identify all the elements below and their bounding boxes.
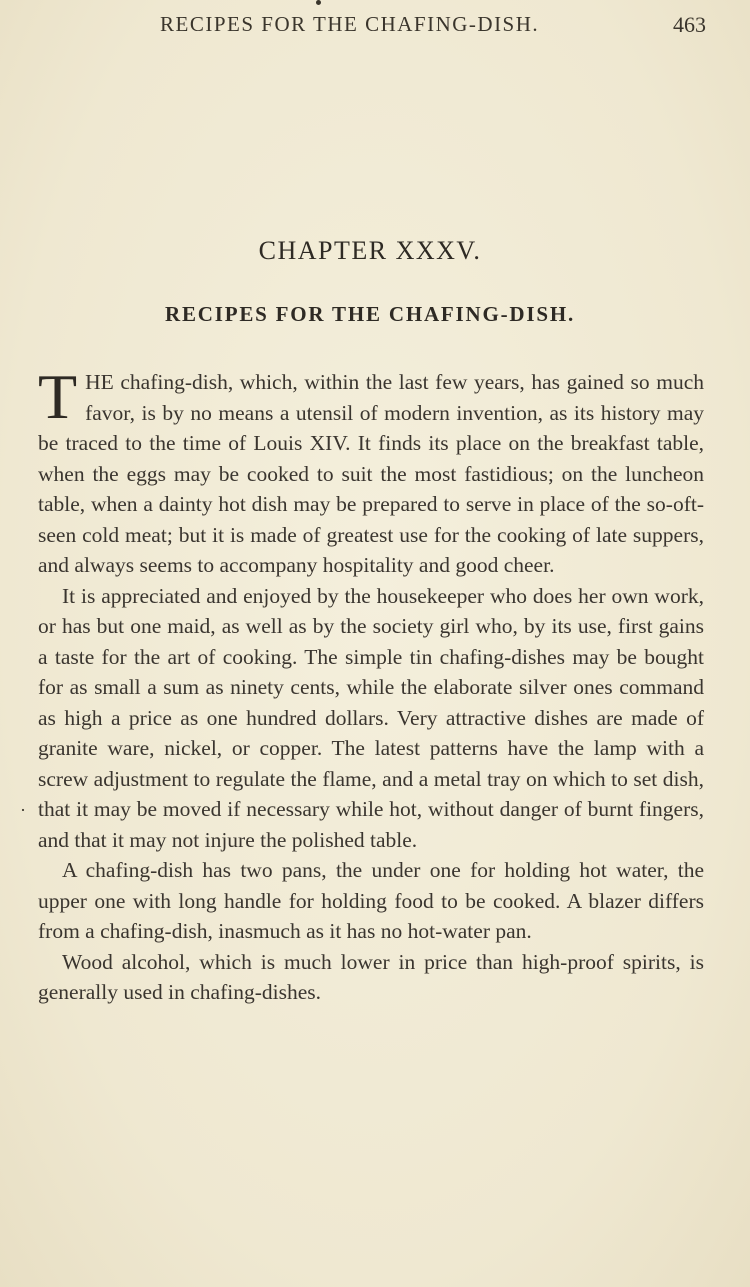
margin-mark: · [20,800,26,820]
drop-cap-letter: T [38,361,78,432]
chapter-number: CHAPTER XXXV. [258,236,482,265]
paragraph-4: Wood alcohol, which is much lower in price than high-proof spirits, is generally used in chafing-dishes. [38,949,704,1004]
page-number: 463 [673,12,706,37]
body-text [38,361,704,1008]
paragraph-3: A chafing-dish has two pans, the under one for holding hot water, the upper one with long handle for holding food to be cooked. A blazer differs from a chafing-dish, inasmuch as it has no hot-water pan. [38,858,704,943]
paragraph-1-text: HE chafing-dish, which, within the last few years, has gained so much favor, is by no means a utensil of modern invention, as its history may be traced to the time of Louis XIV. It finds its place on the breakfast table, when the eggs may be cooked to suit the most fastidious; on the luncheon table, when a dainty hot dish may be prepared to serve in place of the so-oft-seen cold meat; but it is made of greatest use for the cooking of late suppers, and always seems to accompany hospitality and good cheer. [38,370,704,577]
chapter-title: RECIPES FOR THE CHAFING-DISH. [164,302,576,326]
printer-mark [316,0,321,5]
paragraph-1 [38,361,704,581]
running-header-title: RECIPES FOR THE CHAFING-DISH. [160,12,540,36]
paragraph-2: It is appreciated and enjoyed by the housekeeper who does her own work, or has but one maid, as well as by the society girl who, by its use, first gains a taste for the art of cooking. The simple tin chafing-dishes may be bought for as small a sum as ninety cents, while the elaborate silver ones command as high a price as one hundred dollars. Very attractive dishes are made of granite ware, nickel, or copper. The latest patterns have the lamp with a screw adjustment to regulate the flame, and a metal tray on which to set dish, that it may be moved if necessary while hot, without danger of burnt fingers, and that it may not injure the polished table. [38,583,704,852]
